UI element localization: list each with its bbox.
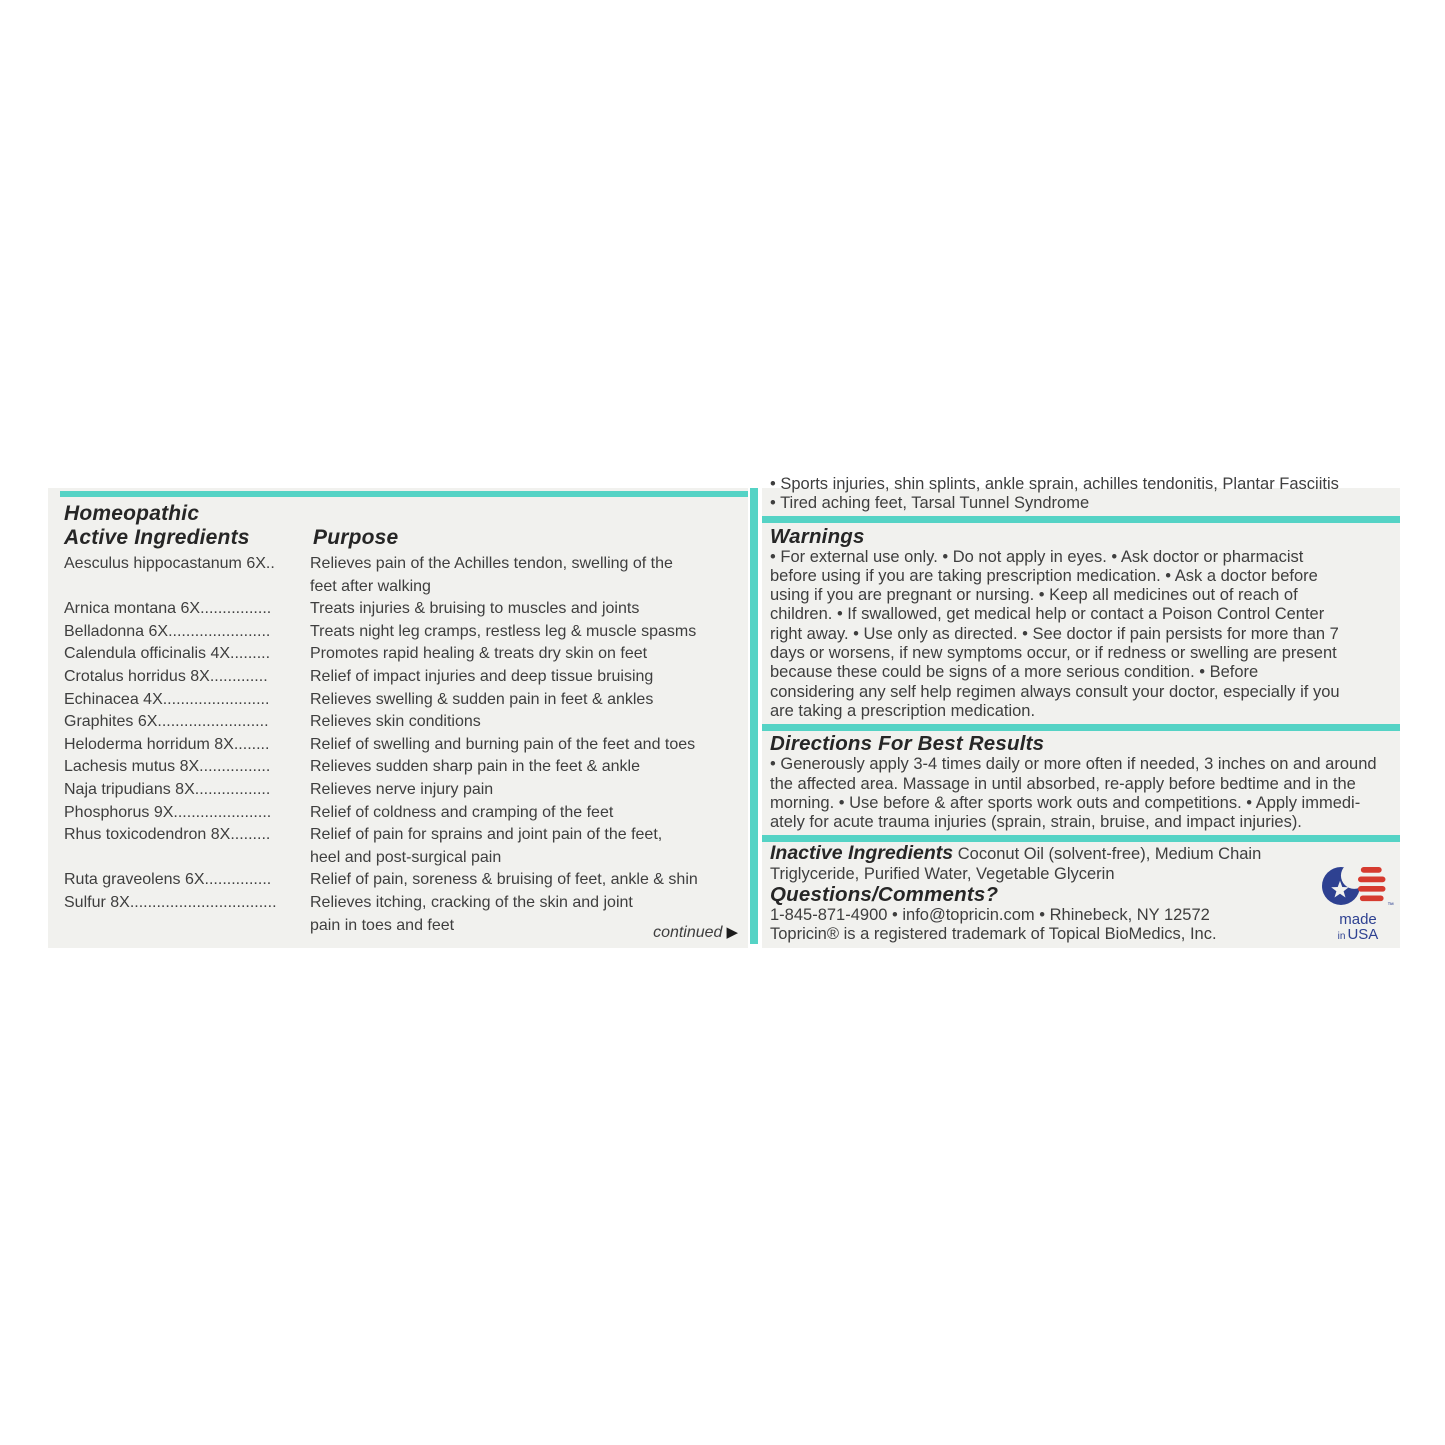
purpose-line-1: Relieves itching, cracking of the skin and joint [310,893,633,911]
table-row [64,802,748,825]
warnings-line: right away. • Use only as directed. • See doctor if pain persists for more than 7 [770,624,1339,643]
purpose-line-1: Relieves nerve injury pain [310,780,494,798]
panel-divider-bar [750,488,758,944]
table-row [64,689,748,712]
made-in-usa-logo [1320,862,1396,944]
directions-line: • Generously apply 3-4 times daily or more often if needed, 3 inches on and around [770,755,1377,774]
inactive-line-1 [770,844,1400,864]
table-row [64,779,748,802]
purpose-line-1: Relieves pain of the Achilles tendon, swelling of the [310,555,673,572]
purpose-line-1: Relief of pain for sprains and joint pain of the feet, [310,826,663,844]
ingredient-name: Sulfur 8X................................. [64,893,277,911]
ingredient-name: Belladonna 6X....................... [64,622,271,640]
purpose-line-1: Relieves skin conditions [310,713,481,731]
inactive-ingredients-heading: Inactive Ingredients [770,842,954,865]
contact-section [770,906,1400,945]
purpose-line-1: Promotes rapid healing & treats dry skin on feet [310,645,648,663]
purpose-line-1: Treats injuries & bruising to muscles and joints [310,600,640,618]
directions-heading: Directions For Best Results [770,732,1045,756]
table-row [64,553,748,598]
right-panel [762,475,1400,948]
ingredient-purpose [310,621,748,644]
table-row [64,666,748,689]
table-row [64,824,748,869]
warnings-line: children. • If swallowed, get medical help or contact a Poison Control Center [770,605,1325,624]
purpose-line-1: Relieves swelling & sudden pain in feet & ankles [310,690,654,708]
table-row [64,734,748,757]
purpose-line-2: feet after walking [310,577,431,595]
purpose-line-2: pain in toes and feet [310,916,455,934]
ingredient-purpose [310,779,748,802]
ingredient-purpose [310,802,748,825]
contact-line: Topricin® is a registered trademark of Topical BioMedics, Inc. [770,925,1217,944]
purpose-line-1: Relief of coldness and cramping of the feet [310,803,614,821]
ingredient-purpose [310,666,748,689]
usa-flag-crescent-icon [1322,862,1394,910]
made-in-usa-text [1320,913,1396,944]
inactive-ingredients-text: Coconut Oil (solvent-free), Medium Chain [957,845,1262,864]
warnings-line: are taking a prescription medication. [770,701,1036,720]
ingredient-name: Aesculus hippocastanum 6X.. [64,555,275,572]
table-row [64,711,748,734]
table-row [64,892,748,937]
ingredient-name: Rhus toxicodendron 8X......... [64,826,271,844]
ingredient-purpose [310,643,748,666]
directions-line: the affected area. Massage in until absorbed, re-apply before bedtime and in the [770,774,1356,793]
ingredient-purpose [310,689,748,712]
ingredient-name: Graphites 6X......................... [64,713,269,731]
warnings-line: before using if you are taking prescription medication. • Ask a doctor before [770,566,1318,585]
purpose-line-1: Relieves sudden sharp pain in the feet & ankle [310,758,640,776]
continued-arrow-icon: ▶ [726,924,738,941]
directions-line: morning. • Use before & after sports work outs and competitions. • Apply immedi- [770,793,1361,812]
ingredient-purpose [310,711,748,734]
purpose-line-1: Treats night leg cramps, restless leg & muscle spasms [310,622,697,640]
trademark-symbol: ™ [1387,901,1394,909]
questions-heading: Questions/Comments? [770,883,999,907]
ingredient-name: Crotalus horridus 8X............. [64,667,268,685]
ingredient-name: Lachesis mutus 8X................ [64,758,271,776]
ingredient-name: Heloderma horridum 8X........ [64,735,270,753]
section-divider-bar [762,724,1400,731]
ingredient-name: Echinacea 4X........................ [64,690,270,708]
table-row [64,621,748,644]
ingredient-purpose [310,869,748,892]
uses-line: • Tired aching feet, Tarsal Tunnel Syndrome [770,494,1090,513]
in-label: in [1337,931,1346,942]
active-ingredients-heading: Active Ingredients [64,526,250,549]
table-row [64,756,748,779]
purpose-line-1: Relief of pain, soreness & bruising of feet, ankle & shin [310,871,698,889]
warnings-body [770,548,1400,722]
purpose-heading: Purpose [313,526,399,549]
section-divider-bar [762,835,1400,842]
ingredient-purpose [310,734,748,757]
warnings-line: because these could be signs of a more serious condition. • Before [770,663,1259,682]
table-row [64,643,748,666]
usa-label: USA [1347,926,1379,943]
inactive-line-2: Triglyceride, Purified Water, Vegetable Glycerin [770,864,1115,883]
ingredient-purpose [310,824,748,869]
uses-section [770,475,1400,514]
homeopathic-heading: Homeopathic [64,502,200,525]
contact-line: 1-845-871-4900 • info@topricin.com • Rhinebeck, NY 12572 [770,906,1210,925]
table-header-row [64,526,748,550]
warnings-line: using if you are pregnant or nursing. • Keep all medicines out of reach of [770,586,1298,605]
ingredient-purpose [310,756,748,779]
drug-facts-label [48,475,1400,948]
purpose-line-2: heel and post-surgical pain [310,848,502,866]
continued-label: continued [653,924,723,941]
ingredient-name: Naja tripudians 8X................. [64,780,271,798]
made-label: made [1339,911,1377,928]
ingredient-name: Calendula officinalis 4X......... [64,645,271,663]
continued-note [653,923,738,942]
ingredient-purpose [310,553,748,598]
ingredient-name: Arnica montana 6X................ [64,600,272,618]
inactive-ingredients-section [770,844,1400,884]
directions-line: ately for acute trauma injuries (sprain, strain, bruise, and impact injuries). [770,813,1302,832]
warnings-line: • For external use only. • Do not apply in eyes. • Ask doctor or pharmacist [770,547,1304,566]
ingredient-name: Phosphorus 9X...................... [64,803,272,821]
directions-body [770,755,1400,832]
ingredients-table [64,553,748,937]
uses-line: • Sports injuries, shin splints, ankle sprain, achilles tendonitis, Plantar Fasciitis [770,475,1339,493]
section-divider-bar [762,516,1400,523]
warnings-line: considering any self help regimen always consult your doctor, especially if you [770,682,1340,701]
left-panel [48,488,748,948]
table-row [64,598,748,621]
ingredient-name: Ruta graveolens 6X............... [64,871,272,889]
top-divider-bar [60,491,748,497]
table-row [64,869,748,892]
ingredient-purpose [310,598,748,621]
warnings-line: days or worsens, if new symptoms occur, or if redness or swelling are present [770,644,1337,663]
purpose-line-1: Relief of swelling and burning pain of the feet and toes [310,735,696,753]
purpose-line-1: Relief of impact injuries and deep tissue bruising [310,667,654,685]
warnings-heading: Warnings [770,524,865,548]
